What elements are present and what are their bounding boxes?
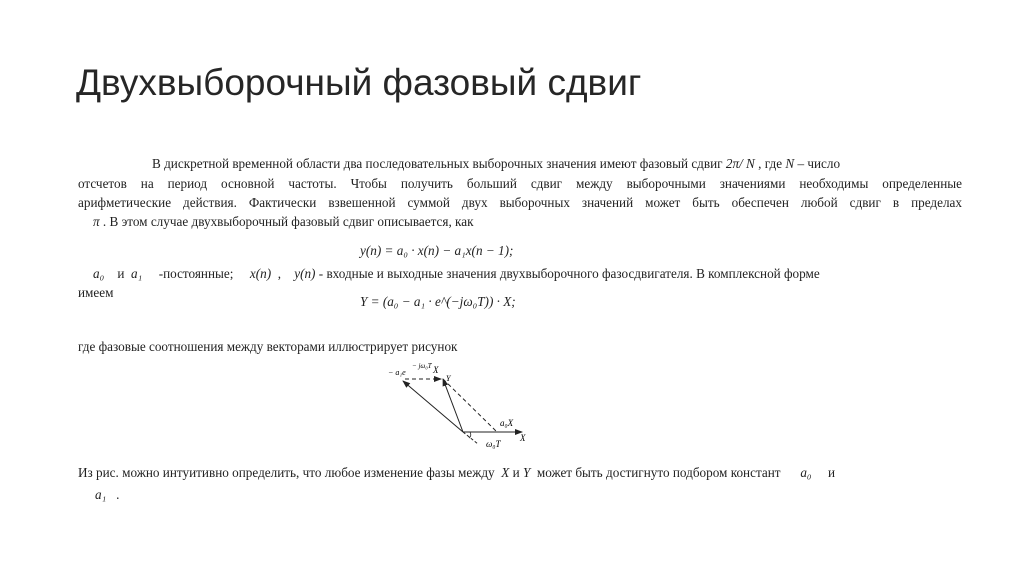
math: a₀ — [93, 266, 105, 281]
dashed-line — [443, 379, 497, 432]
paragraph-line-2: отсчетов на период основной частоты. Чтобы получить больший сдвиг между выборочными значениями необходимы определенные — [78, 176, 962, 191]
text: . В этом случае двухвыборочный фазовый сдвиг описывается, как — [102, 214, 474, 229]
text: Из рис. можно интуитивно определить, что любое изменение фазы между — [78, 465, 495, 480]
math: N — [785, 156, 795, 171]
equation-2: Y = (a₀ − a₁ · e^(−jω₀T)) · X; — [360, 294, 516, 309]
label-y: Y — [446, 374, 451, 383]
text: может быть достигнуто подбором констант — [536, 465, 781, 480]
text: – число — [797, 156, 841, 171]
label-a1-x: X — [433, 365, 439, 375]
math: a₁ — [95, 487, 107, 502]
label-x: X — [520, 433, 526, 443]
math: x(n) — [249, 266, 272, 281]
vector-a1 — [403, 381, 463, 432]
slide-title: Двухвыборочный фазовый сдвиг — [76, 62, 642, 103]
math: Y — [522, 465, 531, 480]
math: y(n) — [294, 266, 316, 281]
text: , — [277, 266, 282, 281]
label-exp: − jω₀T — [412, 362, 432, 370]
label-a1: − a₁e — [388, 368, 406, 377]
equation-1: y(n) = a₀ · x(n) − a₁x(n − 1); — [360, 243, 514, 258]
math: 2π/ N — [725, 156, 755, 171]
text: -постоянные; — [158, 266, 234, 281]
text: В дискретной временной области два последовательных выборочных значения имеют фазовый сдвиг — [152, 156, 723, 171]
angle-arc — [469, 432, 471, 438]
math: a₁ — [131, 266, 143, 281]
math: X — [501, 465, 510, 480]
text: и — [512, 465, 520, 480]
math: a₀ — [800, 465, 812, 480]
pi-symbol: π — [93, 214, 100, 229]
figure-caption: где фазовые соотношения между векторами иллюстрирует рисунок — [78, 339, 458, 354]
paragraph-line-3: арифметические действия. Фактически взвешенной суммой двух выборочных значений может быть обеспечен любой сдвиг в пределах — [78, 195, 962, 210]
text: , где — [758, 156, 783, 171]
text: и — [117, 266, 125, 281]
conclusion-line — [78, 465, 835, 481]
text: - входные и выходные значения двухвыборочного фазосдвигателя. В комплексной форме — [318, 266, 820, 281]
conclusion-line-2 — [95, 487, 119, 503]
text: . — [116, 487, 120, 502]
label-angle: ω₀T — [486, 439, 501, 449]
constants-line-2: имеем — [78, 285, 114, 300]
text: и — [828, 465, 836, 480]
label-a0x: a₀X — [500, 418, 514, 428]
